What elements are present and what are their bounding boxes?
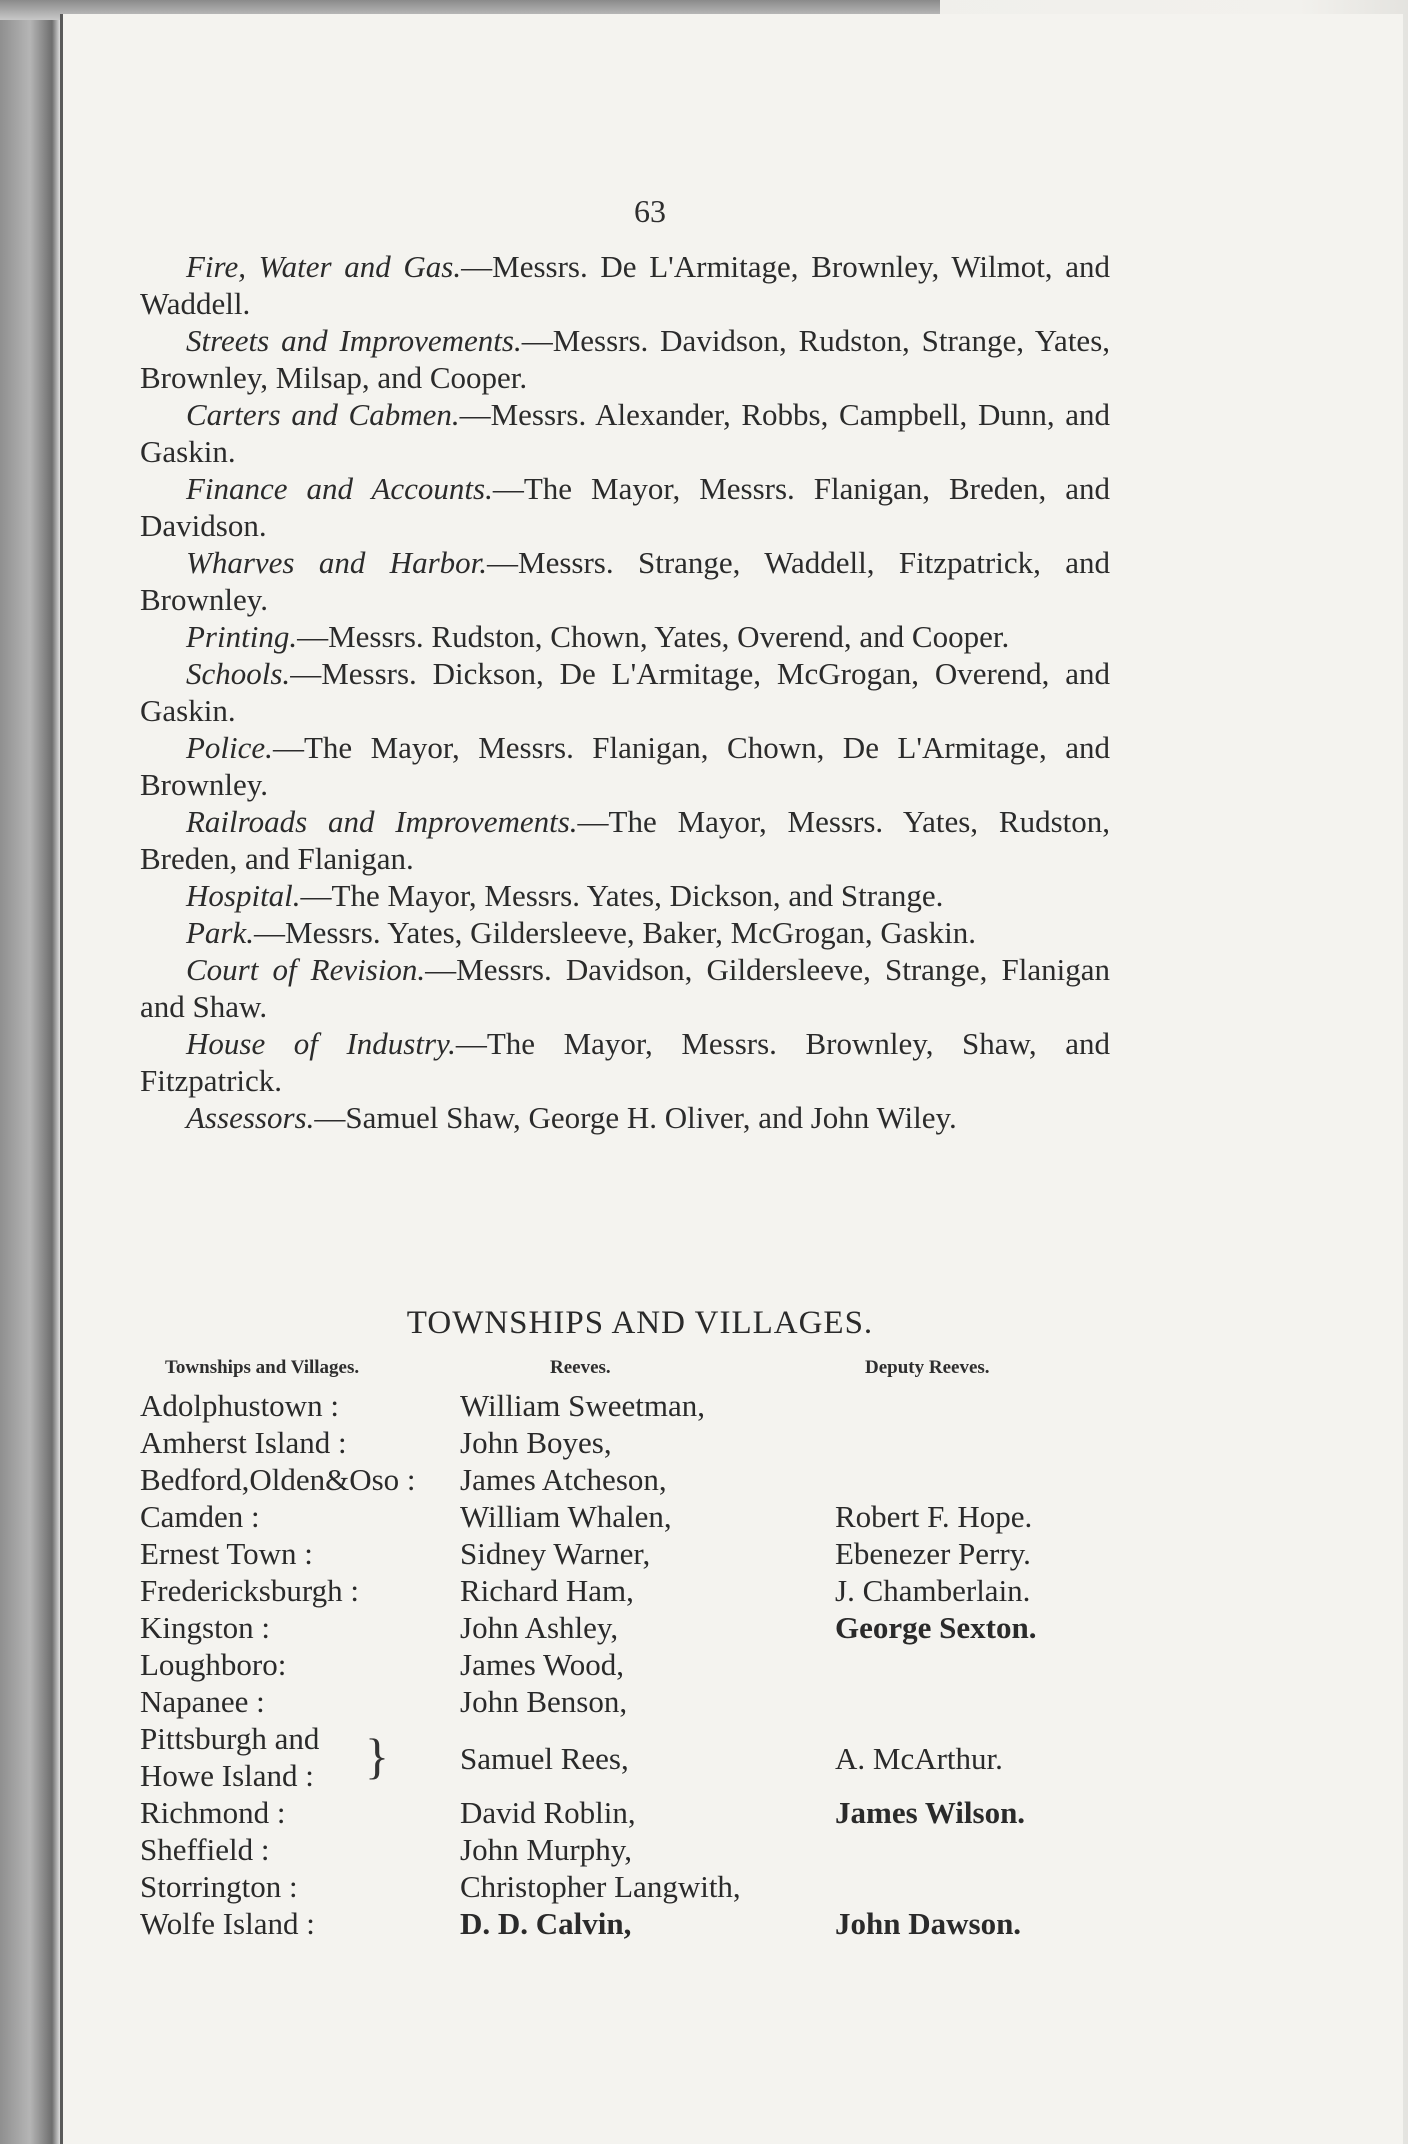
reeve-name: Richard Ham, <box>460 1573 634 1608</box>
brace-glyph: } <box>365 1728 389 1784</box>
table-row <box>130 1388 1130 1425</box>
deputy-reeve-name: James Wilson. <box>835 1795 1026 1830</box>
table-row <box>130 1573 1130 1610</box>
table-row <box>130 1721 1130 1795</box>
committee-name: Hospital. <box>186 878 301 913</box>
township-name: Bedford,Olden&Oso : <box>140 1462 416 1497</box>
reeve-name: James Wood, <box>460 1647 624 1682</box>
township-name: Camden : <box>140 1499 260 1534</box>
page-number: 63 <box>634 193 666 229</box>
committee-entry <box>140 877 1110 914</box>
table-row <box>130 1795 1130 1832</box>
table-row <box>130 1684 1130 1721</box>
township-name: Fredericksburgh : <box>140 1573 359 1608</box>
committee-entry <box>140 655 1110 729</box>
township-name-continued: Howe Island : <box>140 1758 314 1793</box>
table-row <box>130 1425 1130 1462</box>
committee-name: Railroads and Improvements. <box>186 804 578 839</box>
table-row <box>130 1869 1130 1906</box>
table-row <box>130 1536 1130 1573</box>
committee-entry <box>140 396 1110 470</box>
deputy-reeve-name: John Dawson. <box>835 1906 1022 1941</box>
committee-members: —The Mayor, Messrs. Yates, Dickson, and Strange. <box>300 878 944 913</box>
reeve-name: William Sweetman, <box>460 1388 705 1423</box>
committee-name: Carters and Cabmen. <box>186 397 460 432</box>
township-name: Richmond : <box>140 1795 286 1830</box>
committee-name: Assessors. <box>186 1100 315 1135</box>
committee-name: Wharves and Harbor. <box>186 545 488 580</box>
township-name: Ernest Town : <box>140 1536 313 1571</box>
column-header-deputy-reeves: Deputy Reeves. <box>865 1357 990 1378</box>
committee-entry <box>140 729 1110 803</box>
committee-members: —Messrs. Rudston, Chown, Yates, Overend, and Cooper. <box>297 619 1010 654</box>
table-row <box>130 1647 1130 1684</box>
section-title: TOWNSHIPS AND VILLAGES. <box>406 1305 874 1341</box>
committee-name: Printing. <box>186 619 298 654</box>
township-name: Adolphustown : <box>140 1388 339 1423</box>
table-row <box>130 1906 1130 1943</box>
township-name: Wolfe Island : <box>140 1906 315 1941</box>
committee-entry <box>140 914 1110 951</box>
column-header-townships: Townships and Villages. <box>165 1357 360 1378</box>
committee-entry <box>140 618 1110 655</box>
reeve-name: John Boyes, <box>460 1425 612 1460</box>
reeve-name: David Roblin, <box>460 1795 636 1830</box>
reeve-name: William Whalen, <box>460 1499 672 1534</box>
committee-entry <box>140 544 1110 618</box>
committee-entry <box>140 470 1110 544</box>
deputy-reeve-name: George Sexton. <box>835 1610 1037 1645</box>
deputy-reeve-name: Ebenezer Perry. <box>835 1536 1031 1571</box>
committee-list <box>140 248 1110 1136</box>
reeve-name: James Atcheson, <box>460 1462 667 1497</box>
reeve-name: Christopher Langwith, <box>460 1869 741 1904</box>
committee-members: —Messrs. Yates, Gildersleeve, Baker, McGrogan, Gaskin. <box>254 915 976 950</box>
deputy-reeve-name: J. Chamberlain. <box>835 1573 1031 1608</box>
township-name: Napanee : <box>140 1684 265 1719</box>
table-row <box>130 1832 1130 1869</box>
township-name: Kingston : <box>140 1610 271 1645</box>
reeve-name: Samuel Rees, <box>460 1741 629 1776</box>
deputy-reeve-name: A. McArthur. <box>835 1741 1003 1776</box>
table-row <box>130 1499 1130 1536</box>
reeve-name: John Ashley, <box>460 1610 619 1645</box>
committee-name: Streets and Improvements. <box>186 323 522 358</box>
committee-members: —Messrs. Alexander, Robbs, Campbell, Dunn, and Gaskin. <box>140 397 1110 469</box>
committee-members: —The Mayor, Messrs. Flanigan, Breden, and Davidson. <box>140 471 1111 543</box>
committee-name: Police. <box>186 730 273 765</box>
committee-entry <box>140 803 1110 877</box>
deputy-reeve-name: Robert F. Hope. <box>835 1499 1033 1534</box>
committee-entry <box>140 951 1110 1025</box>
committee-name: Fire, Water and Gas. <box>186 249 462 284</box>
committee-name: Finance and Accounts. <box>186 471 493 506</box>
committee-members: —The Mayor, Messrs. Brownley, Shaw, and Fitzpatrick. <box>140 1026 1110 1098</box>
committee-members: —The Mayor, Messrs. Flanigan, Chown, De L'Armitage, and Brownley. <box>140 730 1110 802</box>
table-row <box>130 1462 1130 1499</box>
committee-entry <box>140 322 1110 396</box>
reeve-name: John Benson, <box>460 1684 628 1719</box>
committee-name: House of Industry. <box>186 1026 456 1061</box>
township-name: Sheffield : <box>140 1832 270 1867</box>
townships-table <box>130 1388 1130 1943</box>
committee-members: —Messrs. De L'Armitage, Brownley, Wilmot, and Waddell. <box>140 249 1110 321</box>
column-header-reeves: Reeves. <box>550 1357 611 1378</box>
committee-members: —Samuel Shaw, George H. Oliver, and John Wiley. <box>314 1100 957 1135</box>
committee-members: —Messrs. Davidson, Rudston, Strange, Yates, Brownley, Milsap, and Cooper. <box>140 323 1111 395</box>
committee-name: Court of Revision. <box>186 952 426 987</box>
committee-name: Park. <box>186 915 255 950</box>
table-row <box>130 1610 1130 1647</box>
committee-entry <box>140 1025 1110 1099</box>
reeve-name: John Murphy, <box>460 1832 632 1867</box>
reeve-name: Sidney Warner, <box>460 1536 651 1571</box>
committee-members: —Messrs. Strange, Waddell, Fitzpatrick, and Brownley. <box>140 545 1110 617</box>
township-name: Storrington : <box>140 1869 298 1904</box>
township-name: Amherst Island : <box>140 1425 347 1460</box>
reeve-name: D. D. Calvin, <box>460 1906 632 1941</box>
committee-entry <box>140 248 1110 322</box>
committee-members: —Messrs. Dickson, De L'Armitage, McGrogan, Overend, and Gaskin. <box>140 656 1110 728</box>
committee-members: —Messrs. Davidson, Gildersleeve, Strange, Flanigan and Shaw. <box>140 952 1110 1024</box>
committee-entry <box>140 1099 1110 1136</box>
committee-name: Schools. <box>186 656 291 691</box>
committee-members: —The Mayor, Messrs. Yates, Rudston, Breden, and Flanigan. <box>140 804 1110 876</box>
township-name: Loughboro: <box>140 1647 287 1682</box>
township-name: Pittsburgh and <box>140 1721 320 1756</box>
